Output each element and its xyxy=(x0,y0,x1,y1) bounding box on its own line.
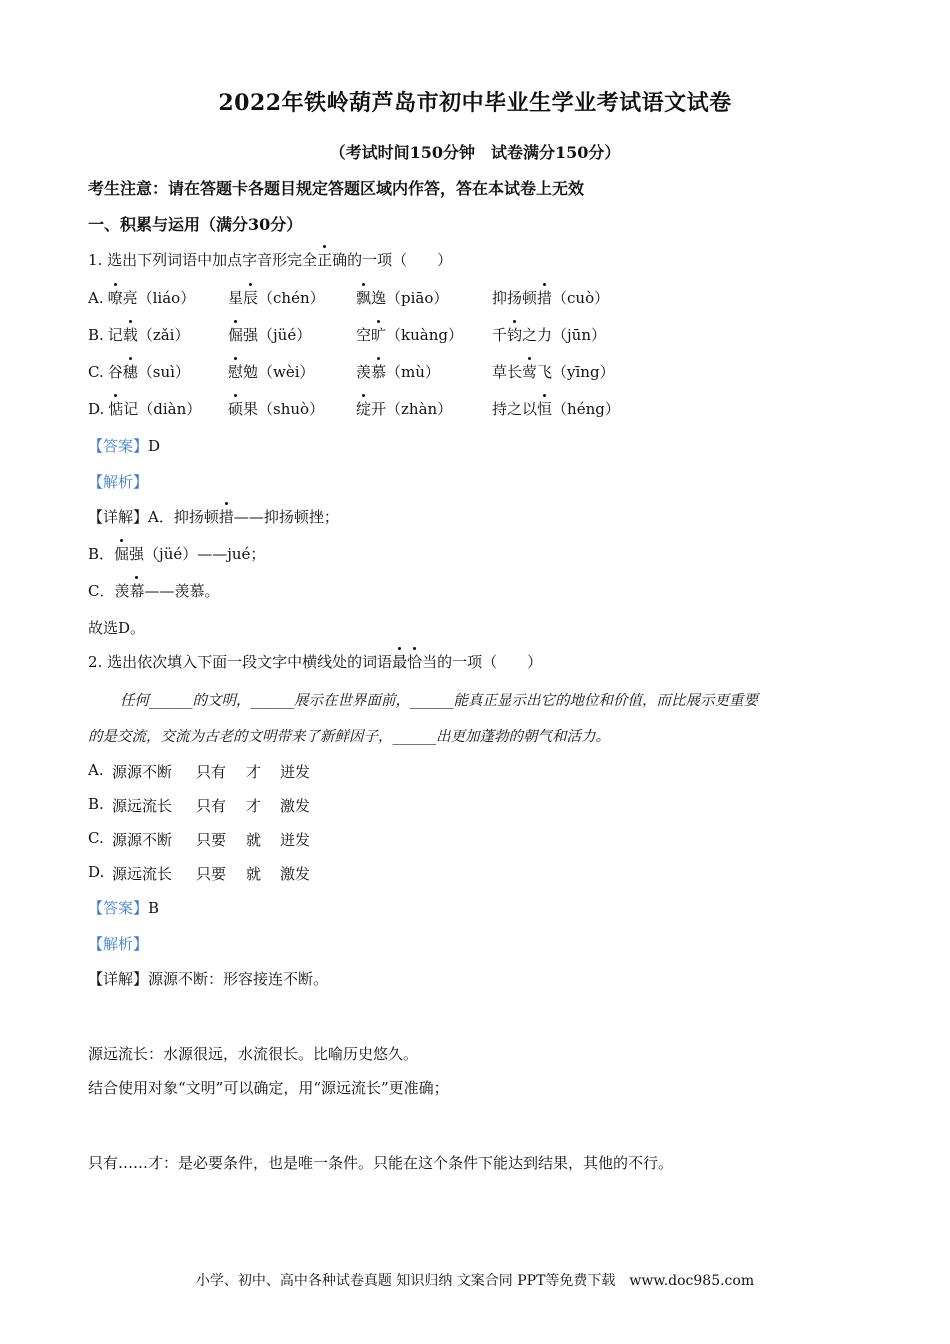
q1-option-d-word-3: 绽开（zhàn） xyxy=(356,400,453,418)
q2-option-word: 只有 xyxy=(196,797,227,815)
q1-option-a-word-3: 飘逸（piāo） xyxy=(356,289,449,307)
q1-option-a-word-1: A. 嘹亮（liáo） xyxy=(88,289,196,307)
q1-option-b-word-3: 空旷（kuàng） xyxy=(356,326,463,344)
q2-option-word: 只要 xyxy=(196,865,227,883)
q1-option-c-word-1: C. 谷穗（suì） xyxy=(88,363,190,381)
q2-option-word: 才 xyxy=(246,763,262,781)
q2-passage-line2: 的是交流，交流为古老的文明带来了新鲜因子，______出更加蓬勃的朝气和活力。 xyxy=(88,729,610,745)
q1-option-b-word-4: 千钧之力（jūn） xyxy=(492,326,607,344)
page-footer: 小学、初中、高中各种试卷真题 知识归纳 文案合同 PPT等免费下载 www.doc985.com xyxy=(195,1273,755,1289)
q2-passage-line1: 任何______的文明，______展示在世界面前，______能真正显示出它的地位和价值，而比展示更重要 xyxy=(120,693,758,709)
q1-stem: 1. 选出下列词语中加点字音形完全正确的一项（ ） xyxy=(88,251,453,269)
q1-detail-b: B．倔强（jüé）——jué； xyxy=(88,545,266,563)
q2-option-word: 只有 xyxy=(196,763,227,781)
option-label: A. xyxy=(88,289,104,307)
q2-detail-1: 【详解】源源不断：形容接连不断。 xyxy=(88,970,329,988)
q2-option-label: C. xyxy=(88,829,104,847)
exam-title: 2022年铁岭葫芦岛市初中毕业生学业考试语文试卷 xyxy=(218,90,732,116)
q1-option-d-word-2: 硕果（shuò） xyxy=(228,400,325,418)
q1-option-a-word-4: 抑扬顿措（cuò） xyxy=(492,289,610,307)
option-label: B. xyxy=(88,326,104,344)
q1-option-a-word-2: 星辰（chén） xyxy=(228,289,325,307)
q2-option-word: 源源不断 xyxy=(112,831,173,849)
q1-option-b-word-1: B. 记载（zǎi） xyxy=(88,326,190,344)
q1-option-d-word-4: 持之以恒（héng） xyxy=(492,400,620,418)
q2-stem-dotted: 最恰 xyxy=(392,653,423,671)
exam-subtitle: （考试时间150分钟 试卷满分150分） xyxy=(329,143,621,162)
q1-detail-a: 【详解】A．抑扬顿措——抑扬顿挫； xyxy=(88,508,339,526)
q1-answer: 【答案】D xyxy=(88,437,161,455)
q2-option-word: 源远流长 xyxy=(112,865,173,883)
exam-notice: 考生注意：请在答题卡各题目规定答题区域内作答，答在本试卷上无效 xyxy=(88,179,585,198)
q2-option-word: 源源不断 xyxy=(112,763,173,781)
q2-option-word: 就 xyxy=(246,831,262,849)
q2-detail-2: 源远流长：水源很远，水流很长。比喻历史悠久。 xyxy=(88,1045,419,1063)
q1-option-b-word-2: 倔强（jüé） xyxy=(228,326,312,344)
q2-option-label: B. xyxy=(88,795,104,813)
q1-analysis-label: 【解析】 xyxy=(88,473,149,491)
q2-option-word: 激发 xyxy=(280,797,311,815)
q1-option-c-word-3: 羡慕（mù） xyxy=(356,363,440,381)
q2-option-word: 就 xyxy=(246,865,262,883)
q1-conclusion: 故选D。 xyxy=(88,619,146,637)
q2-option-word: 激发 xyxy=(280,865,311,883)
q2-option-word: 只要 xyxy=(196,831,227,849)
option-label: C. xyxy=(88,363,104,381)
q2-option-word: 源远流长 xyxy=(112,797,173,815)
q2-detail-3: 结合使用对象“文明”可以确定，用“源远流长”更准确； xyxy=(88,1079,449,1097)
q2-option-word: 迸发 xyxy=(280,831,311,849)
q2-analysis-label: 【解析】 xyxy=(88,935,149,953)
q2-option-word: 迸发 xyxy=(280,763,311,781)
q1-option-c-word-4: 草长莺飞（yīng） xyxy=(492,363,615,381)
option-label: D. xyxy=(88,400,105,418)
q1-detail-c: C．羡幕——羡慕。 xyxy=(88,582,220,600)
q1-option-c-word-2: 慰勉（wèi） xyxy=(228,363,315,381)
q2-answer: 【答案】B xyxy=(88,899,160,917)
q2-stem: 2. 选出依次填入下面一段文字中横线处的词语最恰当的一项（ ） xyxy=(88,653,543,671)
q2-option-word: 才 xyxy=(246,797,262,815)
q2-option-label: A. xyxy=(88,761,104,779)
q1-option-d-word-1: D. 惦记（diàn） xyxy=(88,400,202,418)
section-heading: 一、积累与运用（满分30分） xyxy=(88,215,303,234)
q2-option-label: D. xyxy=(88,863,105,881)
q2-detail-4: 只有……才：是必要条件，也是唯一条件。只能在这个条件下能达到结果，其他的不行。 xyxy=(88,1154,674,1172)
